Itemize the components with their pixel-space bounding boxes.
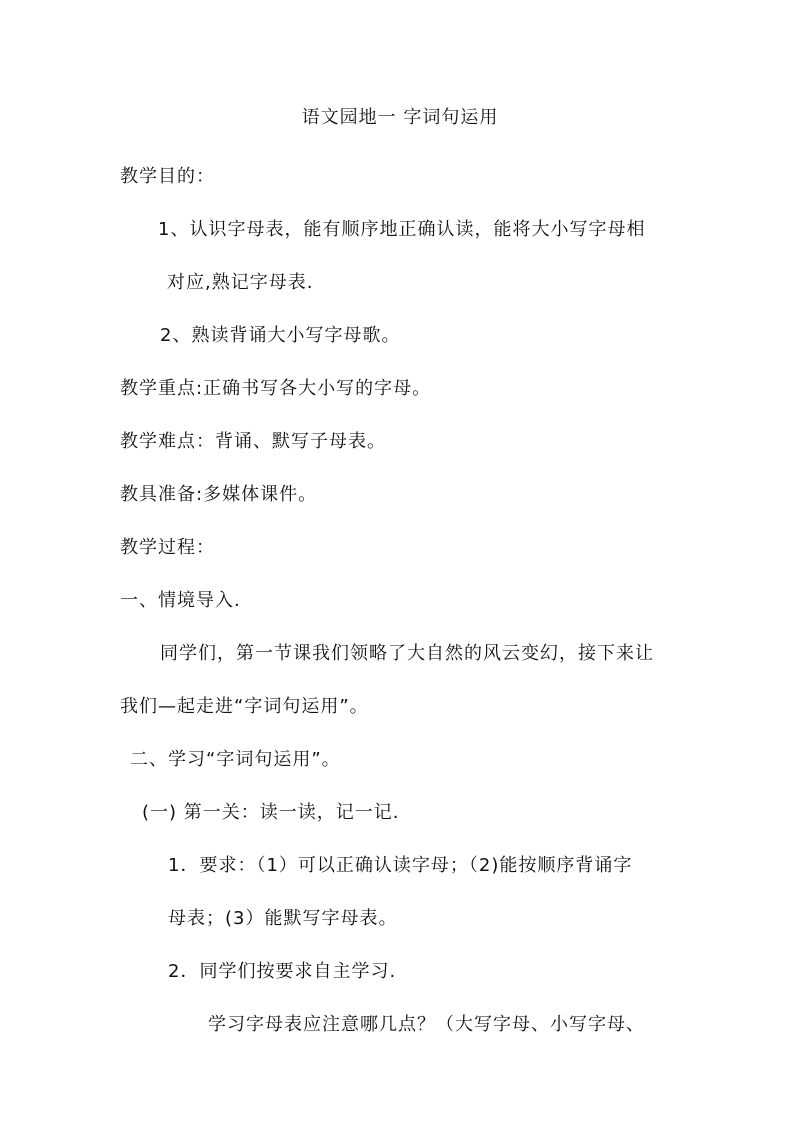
section-2-heading: 二、学习“字词句运用”。 bbox=[130, 749, 341, 770]
document-title: 语文园地一 字词句运用 bbox=[301, 107, 499, 128]
teaching-key-point: 教学重点:正确书写各大小写的字母。 bbox=[120, 378, 432, 399]
objective-1-line-2: 对应,熟记字母表. bbox=[167, 272, 314, 293]
objective-2: 2、熟读背诵大小写字母歌。 bbox=[160, 325, 401, 346]
self-study-line: 2．同学们按要求自主学习. bbox=[168, 961, 397, 982]
intro-paragraph-line-1: 同学们，第一节课我们领略了大自然的风云变幻，接下来让 bbox=[160, 643, 654, 664]
requirement-line-2: 母表；(3）能默写字母表。 bbox=[168, 908, 398, 929]
intro-paragraph-line-2: 我们—起走进“字词句运用”。 bbox=[120, 696, 369, 717]
section-objectives-heading: 教学目的： bbox=[120, 166, 215, 187]
subsection-1-heading: (一) 第一关：读一读，记一记. bbox=[142, 802, 400, 823]
teaching-process-heading: 教学过程： bbox=[120, 537, 215, 558]
objective-1-line-1: 1、认识字母表，能有顺序地正确认读，能将大小写字母相 bbox=[158, 219, 646, 240]
section-1-heading: 一、情境导入. bbox=[120, 590, 241, 611]
requirement-line-1: 1．要求：（1）可以正确认读字母；（2)能按顺序背诵字 bbox=[168, 855, 633, 876]
teaching-tools: 教具准备:多媒体课件。 bbox=[120, 484, 318, 505]
teaching-difficulty: 教学难点：背诵、默写子母表。 bbox=[120, 431, 386, 452]
question-line: 学习字母表应注意哪几点？（大写字母、小写字母、 bbox=[208, 1014, 645, 1035]
